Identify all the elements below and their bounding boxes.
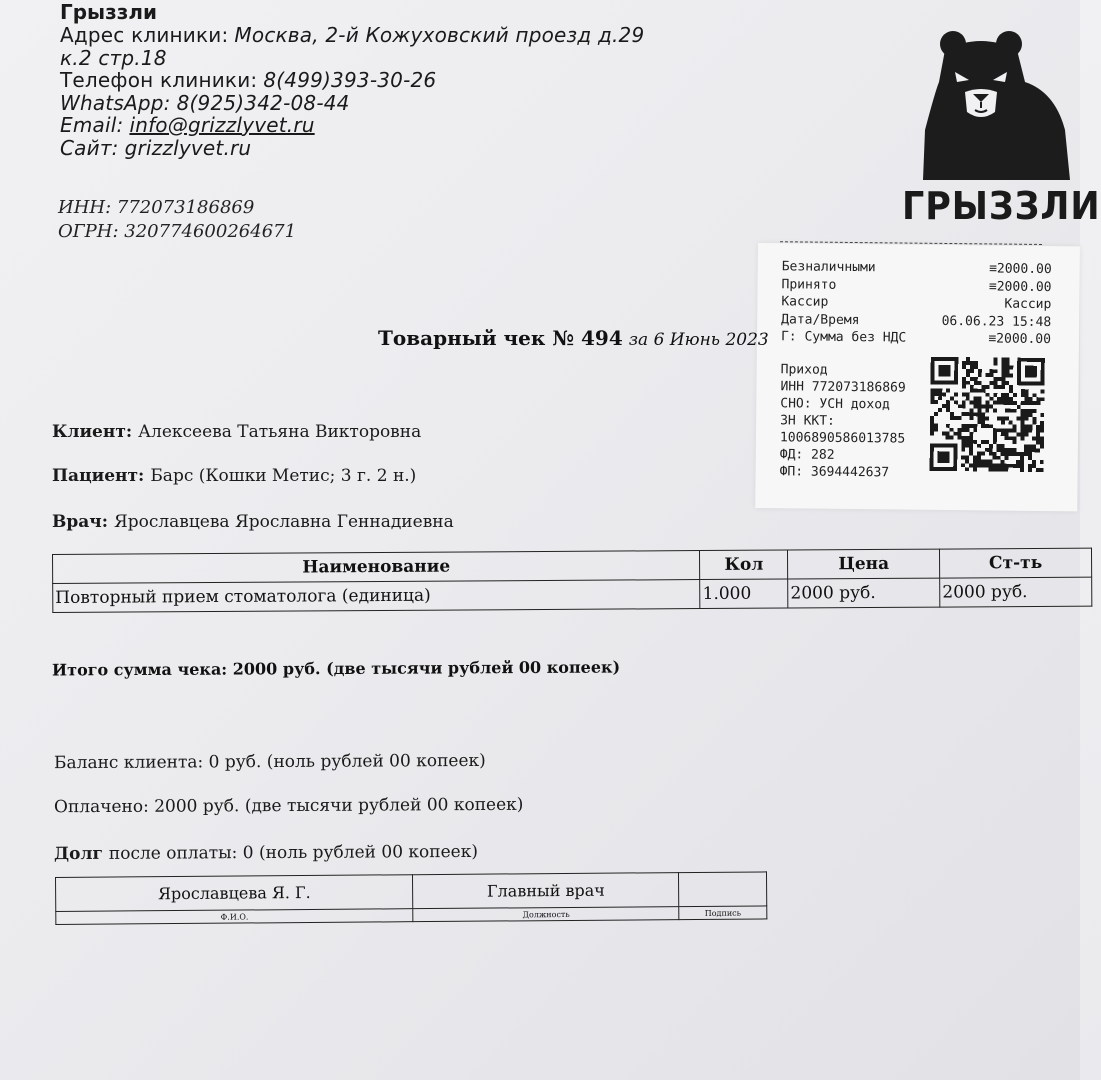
signature-cell <box>679 872 767 907</box>
clinic-name: Грыззли <box>60 0 158 24</box>
patient-name: Барс (Кошки Метис; 3 г. 2 н.) <box>150 466 417 486</box>
caption-fio: Ф.И.О. <box>56 909 414 925</box>
receipt-date: за 6 Июнь 2023 <box>628 330 769 350</box>
receipt-row: Г: Сумма без НДС ≡2000.00 <box>780 329 1052 348</box>
header-cost: Ст-ть <box>940 548 1092 578</box>
clinic-ogrn: ОГРН: 320774600264671 <box>58 221 297 242</box>
cell-name: Повторный прием стоматолога (единица) <box>53 580 701 613</box>
debt-after-payment: Долг после оплаты: 0 (ноль рублей 00 копеек) <box>53 841 479 865</box>
clinic-registration <box>58 196 296 244</box>
receipt-number: Товарный чек № 494 <box>378 326 623 350</box>
cell-qty: 1.000 <box>700 579 788 609</box>
cell-price: 2000 руб. <box>788 578 940 608</box>
clinic-address-cont: к.2 стр.18 <box>60 45 167 70</box>
fiscal-receipt <box>755 243 1080 511</box>
client-field: Клиент: Алексеева Татьяна Викторовна <box>52 422 422 442</box>
receipt-row: Кассир Кассир <box>781 294 1052 313</box>
header-qty: Кол <box>700 550 788 580</box>
receipt-rows <box>781 258 1052 348</box>
total-amount: Итого сумма чека: 2000 руб. (две тысячи рублей 00 копеек) <box>51 657 621 680</box>
header-price: Цена <box>788 549 940 579</box>
clinic-site: Сайт: grizzlyvet.ru <box>60 135 252 160</box>
doctor-field: Врач: Ярославцева Ярославна Геннадиевна <box>52 512 454 532</box>
clinic-email: Email: info@grizzlyvet.ru <box>60 113 315 137</box>
receipt-row: Дата/Время 06.06.23 15:48 <box>781 311 1052 330</box>
signature-table <box>55 871 767 925</box>
clinic-phone: Телефон клиники: 8(499)393-30-26 <box>60 68 437 92</box>
email-link[interactable]: info@grizzlyvet.ru <box>129 113 315 137</box>
signer-position: Главный врач <box>413 873 679 909</box>
items-table <box>52 548 1092 613</box>
doctor-name: Ярославцева Ярославна Геннадиевна <box>114 512 454 532</box>
qr-code-icon <box>928 357 1047 472</box>
clinic-header <box>60 0 644 159</box>
cell-cost: 2000 руб. <box>940 577 1092 607</box>
patient-field: Пациент: Барс (Кошки Метис; 3 г. 2 н.) <box>52 466 417 486</box>
clinic-inn: ИНН: 772073186869 <box>58 197 255 218</box>
caption-signature: Подпись <box>679 906 767 920</box>
header-name: Наименование <box>53 551 701 584</box>
site-link[interactable]: grizzlyvet.ru <box>124 135 252 160</box>
document-title <box>378 326 769 350</box>
client-name: Алексеева Татьяна Викторовна <box>138 422 422 442</box>
clinic-whatsapp: WhatsApp: 8(925)342-08-44 <box>60 90 350 115</box>
client-balance: Баланс клиента: 0 руб. (ноль рублей 00 копеек) <box>53 750 486 774</box>
signer-name: Ярославцева Я. Г. <box>56 875 414 912</box>
receipt-row: Принято ≡2000.00 <box>781 276 1052 295</box>
receipt-divider <box>780 241 1042 245</box>
paid-amount: Оплачено: 2000 руб. (две тысячи рублей 00 копеек) <box>53 794 524 818</box>
logo-wordmark: ГРЫЗЗЛИ <box>902 184 1101 228</box>
clinic-address: Адрес клиники: Москва, 2-й Кожуховский проезд д.29 <box>60 23 645 47</box>
table-row <box>53 577 1092 612</box>
receipt-info: Приход ИНН 772073186869 СНО: УСН доход ЗН ККТ: 1006890586013785 ФД: 282 ФП: 3694442637 <box>779 362 906 481</box>
caption-position: Должность <box>413 907 679 922</box>
receipt-row: Безналичными ≡2000.00 <box>781 259 1052 278</box>
